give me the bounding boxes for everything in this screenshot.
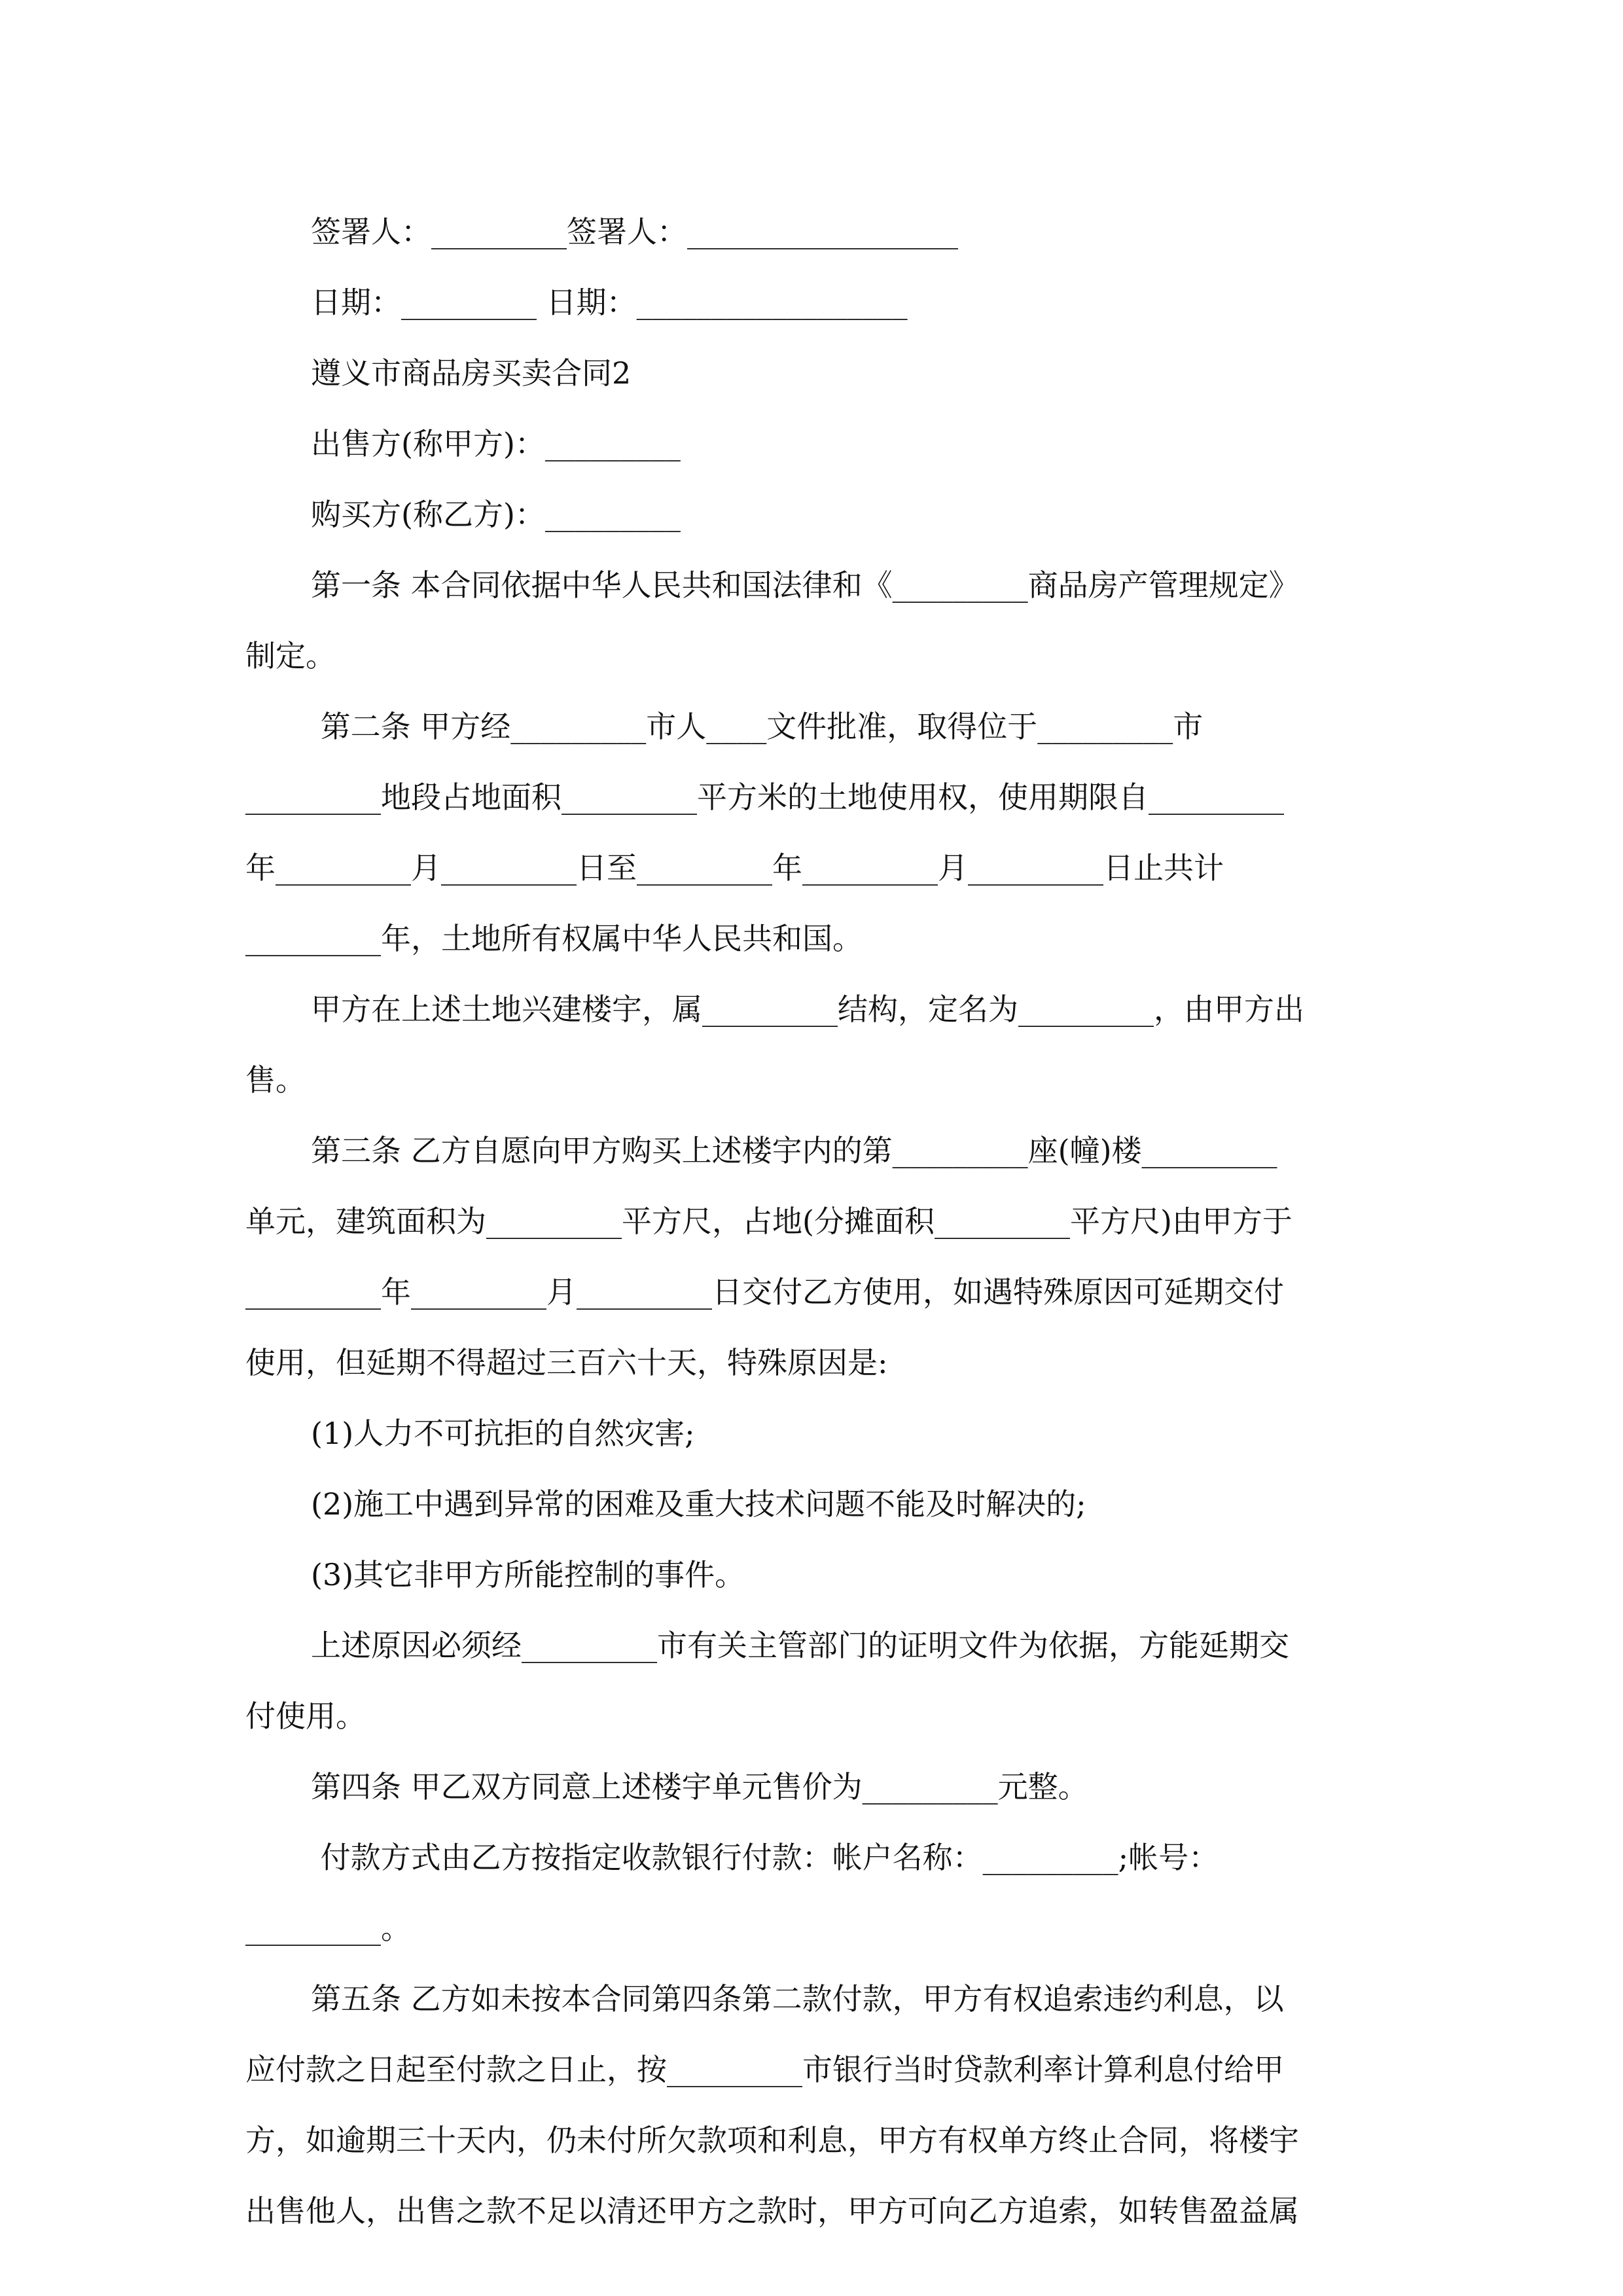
reason-proof-line-2: 付使用。	[245, 1698, 366, 1734]
contract-title: 遵义市商品房买卖合同2	[311, 355, 632, 391]
article-5-line-2: 应付款之日起至付款之日止，按_________市银行当时贷款利率计算利息付给甲	[245, 2052, 1284, 2087]
signatory-line: 签署人：_________签署人：__________________	[311, 214, 958, 249]
document-page	[245, 196, 1378, 2246]
article-2-line-4: _________年，土地所有权属中华人民共和国。	[245, 921, 863, 956]
reason-1: (1)人力不可抗拒的自然灾害;	[311, 1416, 695, 1451]
article-2-para-2-line-1: 甲方在上述土地兴建楼宇，属_________结构，定名为_________，由甲方出	[311, 992, 1304, 1027]
article-1-line-2: 制定。	[245, 638, 336, 673]
article-2-line-3: 年_________月_________日至_________年_________月_________日止共计	[245, 850, 1224, 886]
article-4-line-1: 第四条 甲乙双方同意上述楼宇单元售价为_________元整。	[311, 1769, 1088, 1804]
payment-method-line-1: 付款方式由乙方按指定收款银行付款：帐户名称：_________;帐号：	[311, 1840, 1219, 1875]
article-5-line-1: 第五条 乙方如未按本合同第四条第二款付款，甲方有权追索违约利息，以	[311, 1981, 1284, 2017]
article-2-para-2-line-2: 售。	[245, 1062, 306, 1098]
article-1-line-1: 第一条 本合同依据中华人民共和国法律和《_________商品房产管理规定》	[311, 567, 1299, 603]
buyer-line: 购买方(称乙方)：_________	[311, 497, 681, 532]
article-5-line-3: 方，如逾期三十天内，仍未付所欠款项和利息，甲方有权单方终止合同，将楼宇	[245, 2123, 1299, 2158]
article-2-line-1: 第二条 甲方经_________市人____文件批准，取得位于_________市	[311, 709, 1204, 744]
reason-proof-line-1: 上述原因必须经_________市有关主管部门的证明文件为依据，方能延期交	[311, 1628, 1289, 1663]
article-3-line-3: _________年_________月_________日交付乙方使用，如遇特殊原因可延期交付	[245, 1274, 1284, 1310]
reason-2: (2)施工中遇到异常的困难及重大技术问题不能及时解决的;	[311, 1486, 1086, 1522]
article-2-line-2: _________地段占地面积_________平方米的土地使用权，使用期限自_________	[245, 780, 1284, 815]
article-3-line-1: 第三条 乙方自愿向甲方购买上述楼宇内的第_________座(幢)楼_________	[311, 1133, 1277, 1168]
payment-method-line-2: _________。	[245, 1910, 411, 1946]
seller-line: 出售方(称甲方)：_________	[311, 426, 681, 461]
article-3-line-2: 单元，建筑面积为_________平方尺，占地(分摊面积_________平方尺)由甲方于	[245, 1204, 1293, 1239]
article-3-line-4: 使用，但延期不得超过三百六十天，特殊原因是:	[245, 1345, 888, 1380]
reason-3: (3)其它非甲方所能控制的事件。	[311, 1557, 745, 1592]
article-5-line-4: 出售他人，出售之款不足以清还甲方之款时，甲方可向乙方追索，如转售盈益属	[245, 2193, 1299, 2229]
date-line: 日期：_________ 日期：__________________	[311, 285, 908, 320]
